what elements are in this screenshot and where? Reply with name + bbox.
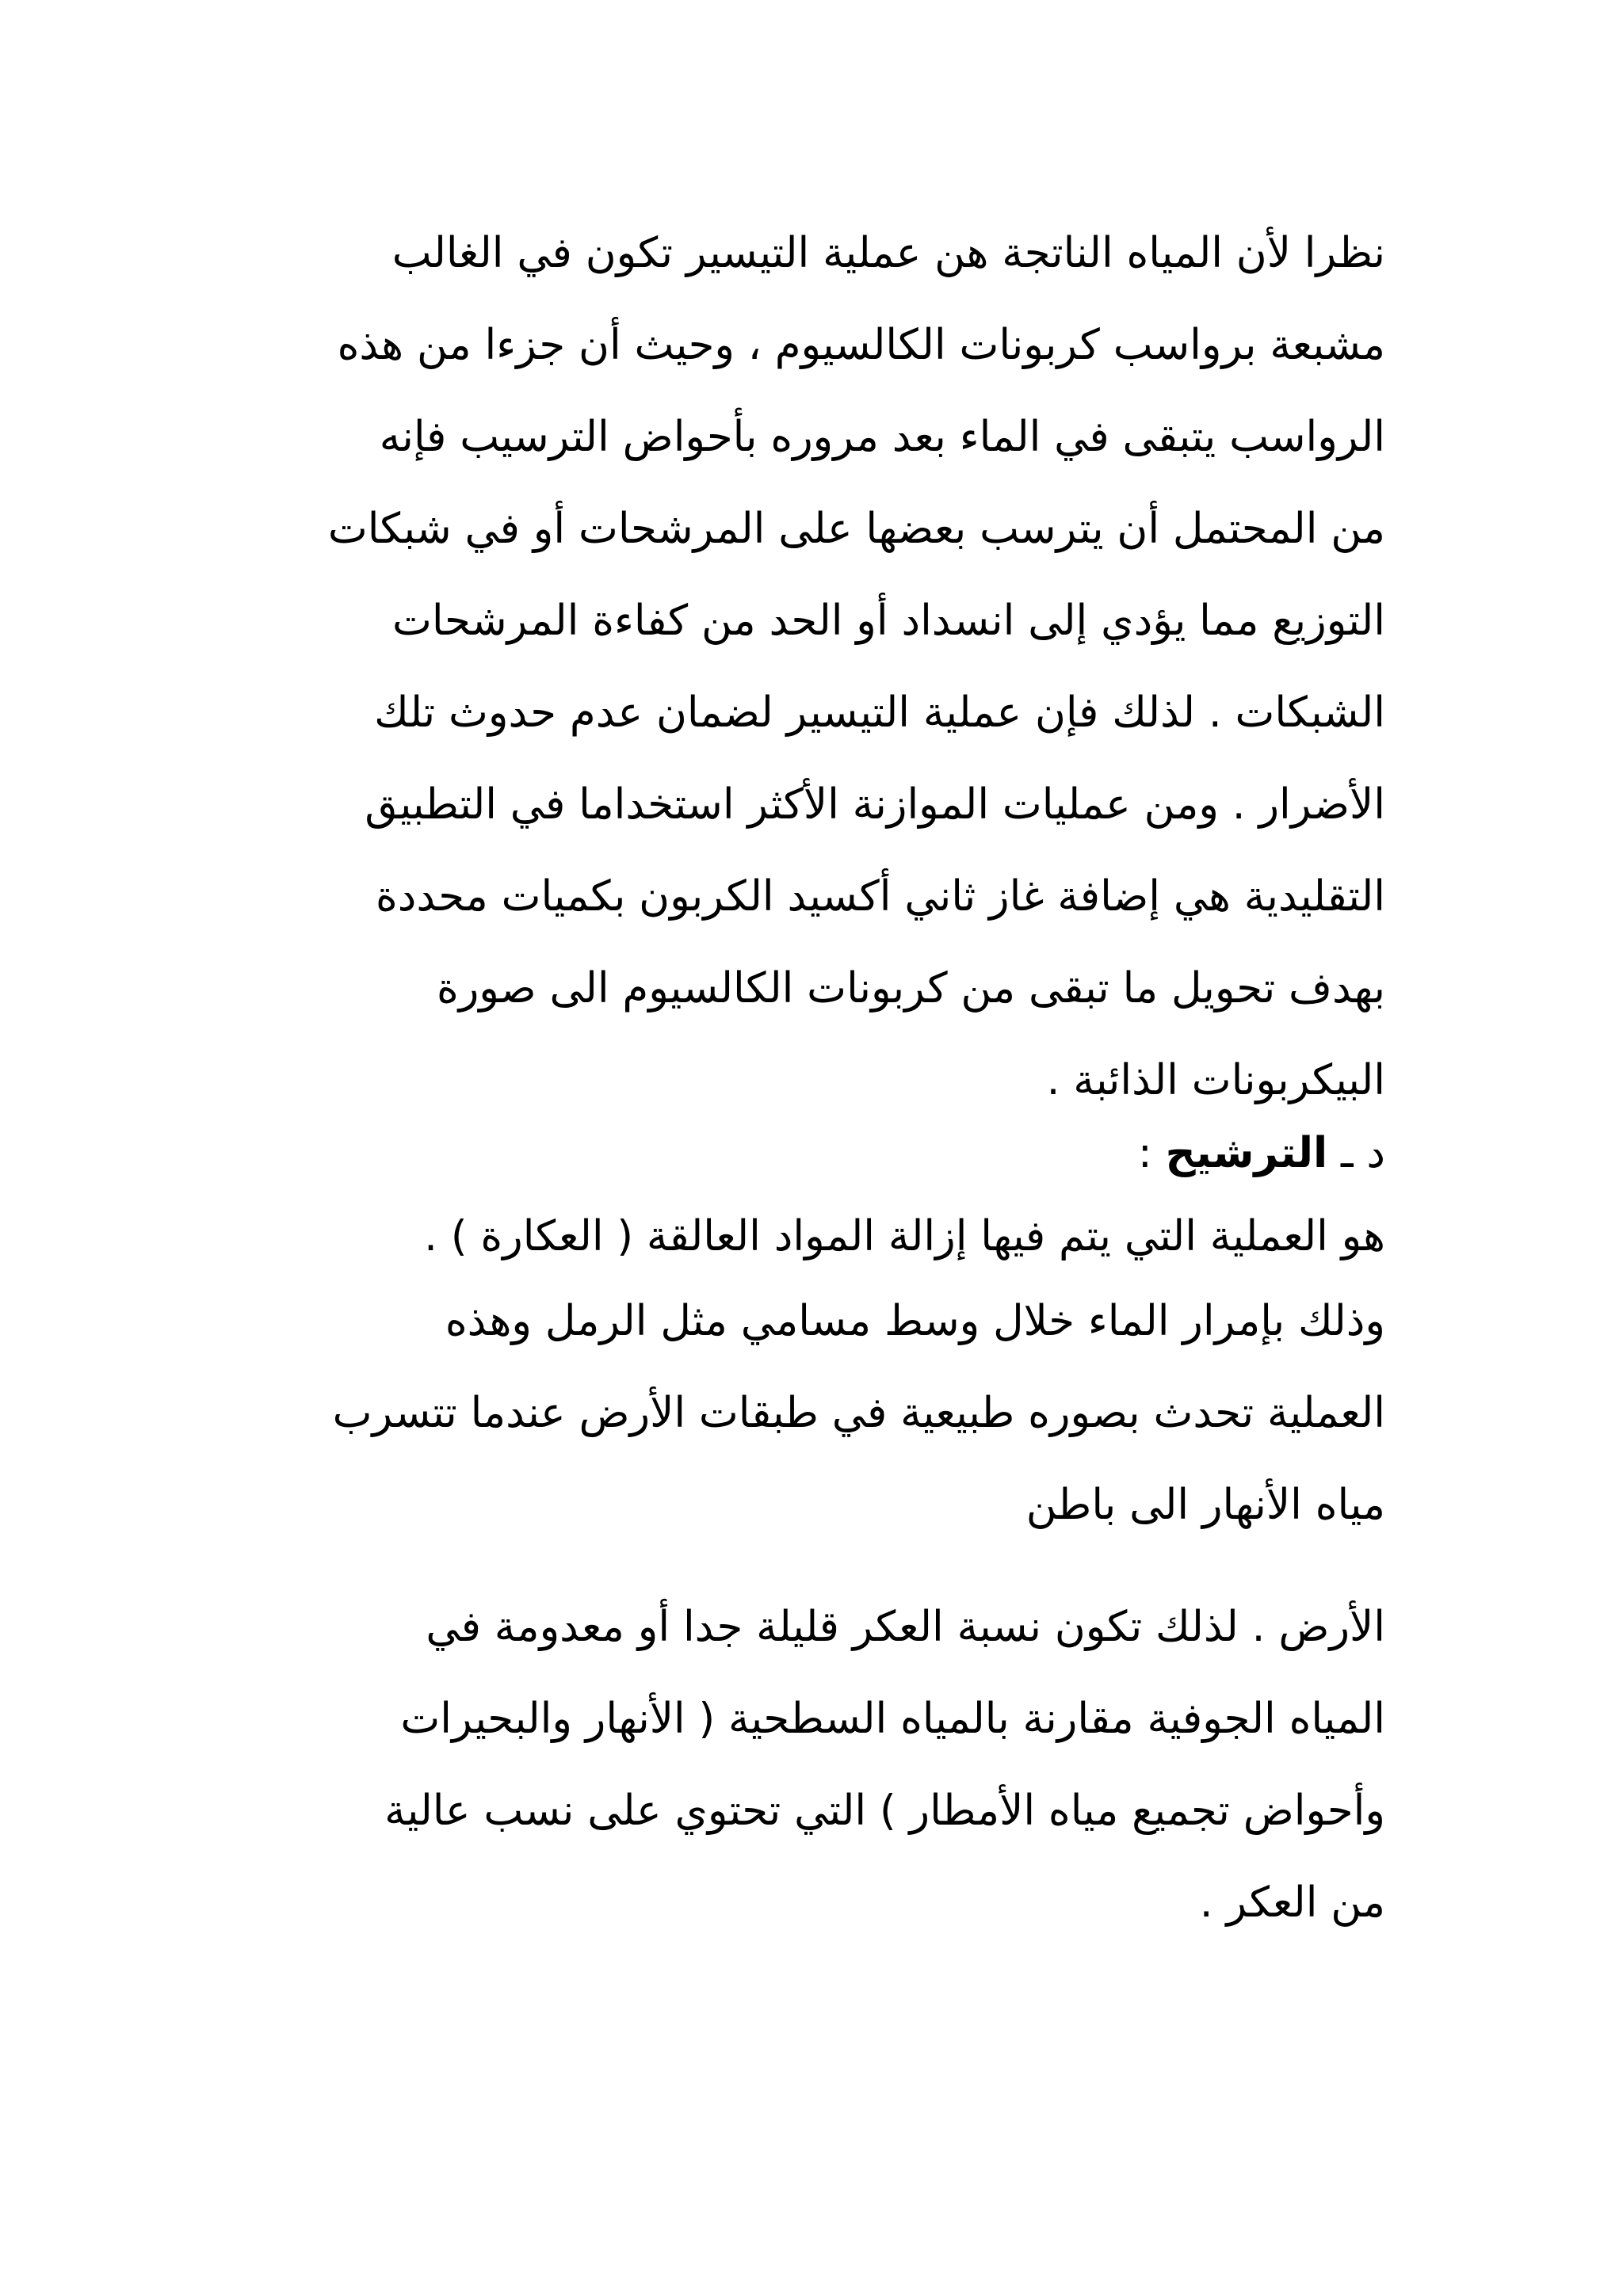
text-line: البيكربونات الذائبة .	[1046, 1056, 1385, 1104]
heading-title: الترشيح	[1165, 1129, 1328, 1177]
text-line: المياه الجوفية مقارنة بالمياه السطحية ( الأنهار والبحيرات	[400, 1695, 1385, 1743]
text-line: نظرا لأن المياه الناتجة هن عملية التيسير تكون في الغالب	[391, 229, 1385, 277]
text-line: من المحتمل أن يترسب بعضها على المرشحات أو في شبكات	[327, 505, 1385, 553]
heading-suffix: :	[1137, 1129, 1166, 1177]
section-heading-filtration	[252, 1111, 1385, 1196]
heading-prefix: د ـ	[1327, 1129, 1385, 1177]
paragraph-softening-balance	[252, 208, 1385, 1127]
text-line: التوزيع مما يؤدي إلى انسداد أو الحد من كفاءة المرشحات	[391, 597, 1385, 645]
text-line: هو العملية التي يتم فيها إزالة المواد العالقة ( العكارة ) .	[424, 1212, 1385, 1261]
text-line: من العكر .	[1199, 1878, 1385, 1927]
paragraph-filtration-definition	[252, 1198, 1385, 1551]
text-line: الرواسب يتبقى في الماء بعد مروره بأحواض الترسيب فإنه	[379, 413, 1385, 461]
text-line: بهدف تحويل ما تبقى من كربونات الكالسيوم الى صورة	[436, 964, 1385, 1013]
text-line: التقليدية هي إضافة غاز ثاني أكسيد الكربون بكميات محددة	[376, 872, 1385, 921]
text-line: مياه الأنهار الى باطن	[1025, 1481, 1385, 1529]
text-line: وذلك بإمرار الماء خلال وسط مسامي مثل الرمل وهذه	[445, 1297, 1385, 1345]
text-line: الأرض . لذلك تكون نسبة العكر قليلة جدا أو معدومة في	[426, 1603, 1385, 1651]
text-line: الشبكات . لذلك فإن عملية التيسير لضمان عدم حدوث تلك	[374, 688, 1385, 737]
text-line: مشبعة برواسب كربونات الكالسيوم ، وحيث أن جزءا من هذه	[337, 321, 1385, 369]
text-line: العملية تحدث بصوره طبيعية في طبقات الأرض عندما تتسرب	[332, 1389, 1385, 1437]
text-line: الأضرار . ومن عمليات الموازنة الأكثر استخداما في التطبيق	[365, 780, 1385, 829]
paragraph-groundwater-turbidity	[252, 1581, 1385, 1949]
text-line: وأحواض تجميع مياه الأمطار ) التي تحتوي على نسب عالية	[384, 1787, 1385, 1835]
